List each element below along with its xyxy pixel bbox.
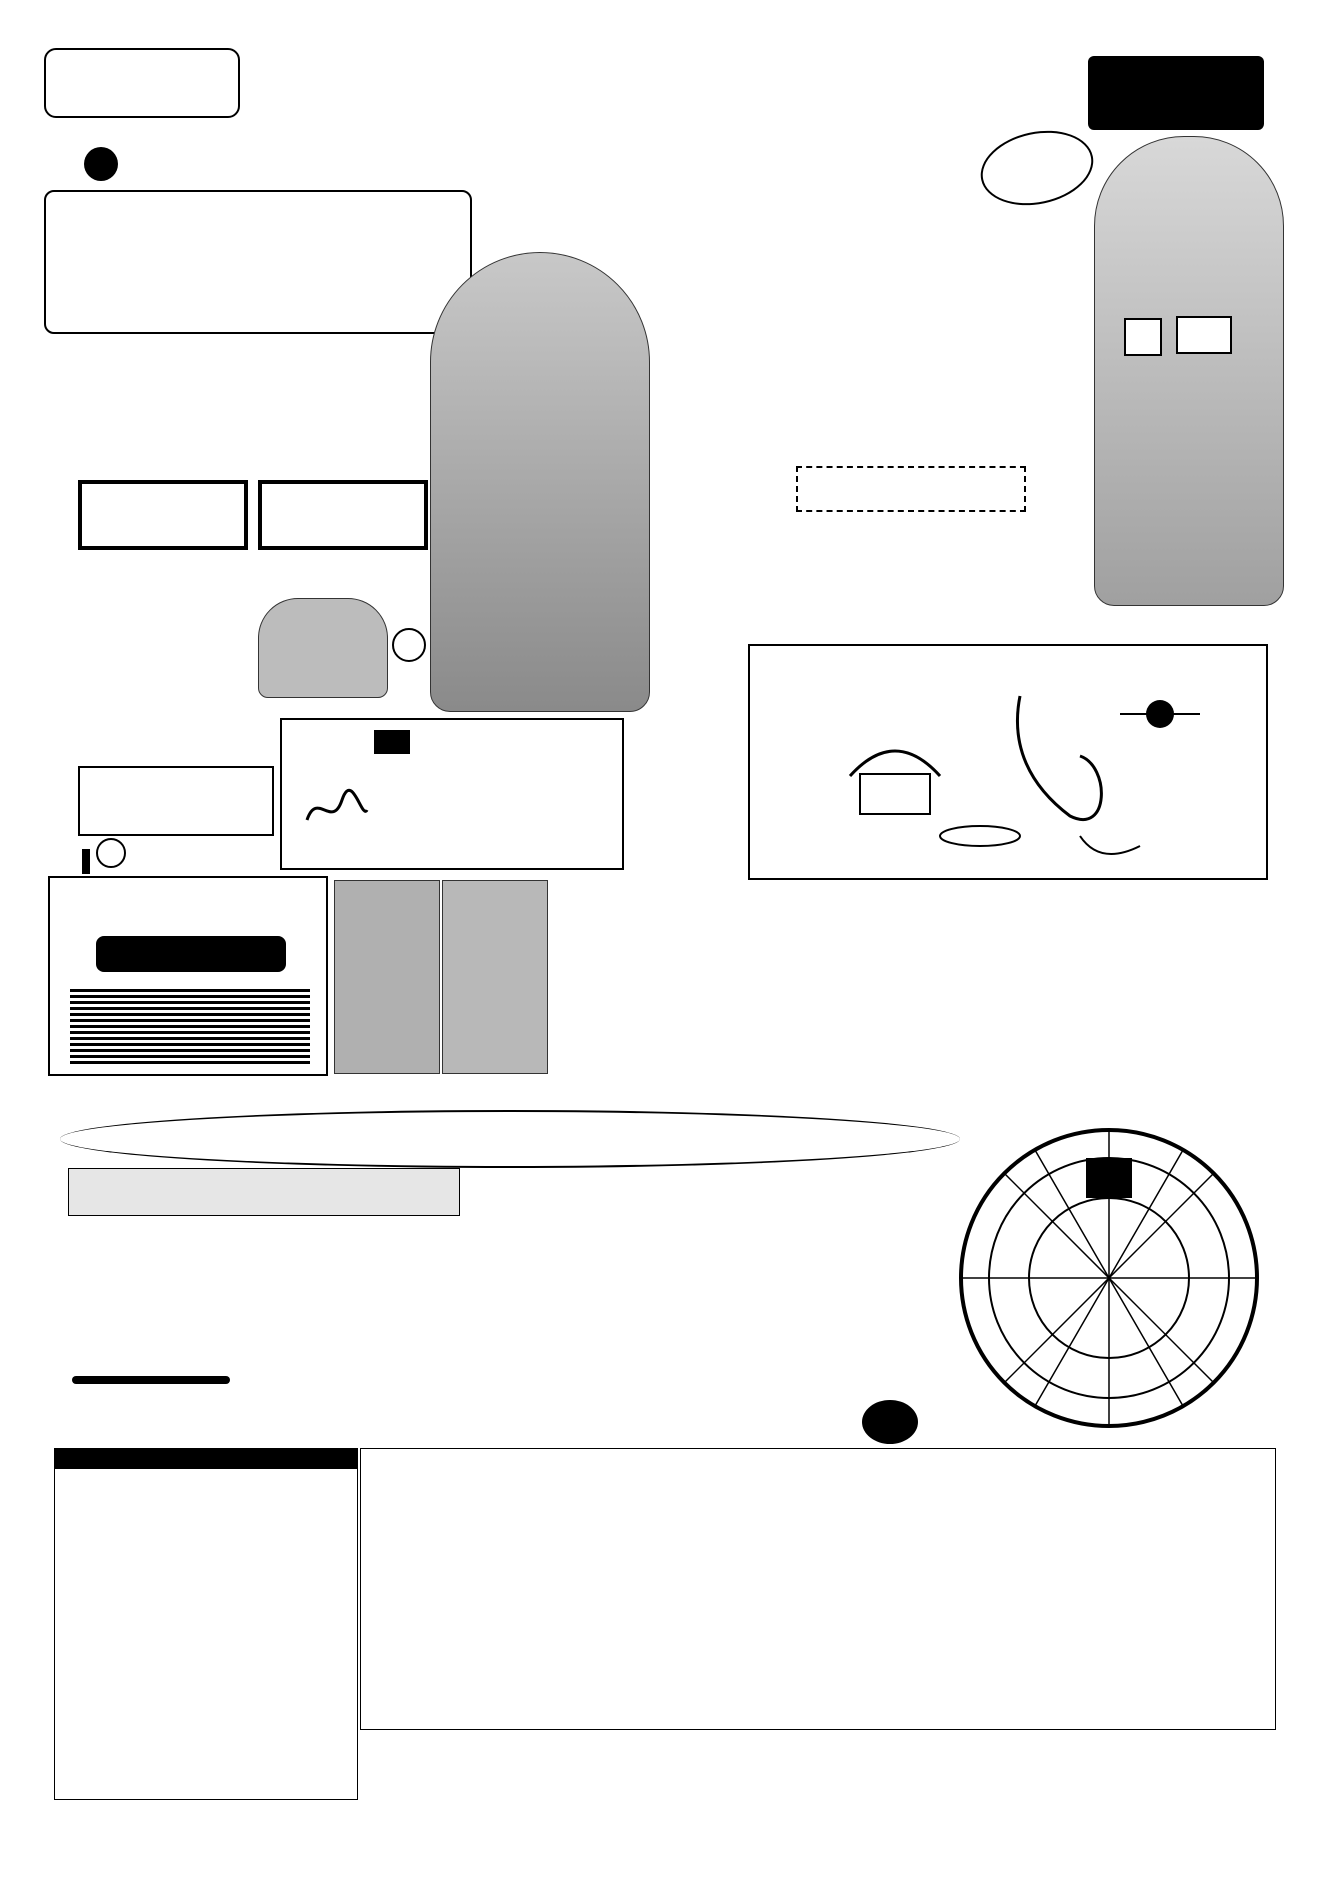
right-side-strip	[1304, 40, 1322, 1830]
mystic-sub	[68, 1168, 460, 1216]
lady-photo-center	[430, 252, 650, 712]
tip-special-ball	[84, 147, 118, 181]
dog-label	[392, 628, 426, 662]
poem-line	[190, 376, 198, 396]
zodiac-question	[862, 1400, 918, 1444]
dog-figure	[258, 598, 428, 708]
tarot-card-moon	[442, 880, 548, 1074]
mitu-provide	[392, 806, 408, 834]
big-label	[78, 480, 248, 550]
tarot-sub	[96, 936, 286, 972]
tarot-card-stars	[334, 880, 440, 1074]
mitu-poem	[376, 764, 382, 782]
tesong-line	[82, 838, 126, 874]
history-label	[72, 1376, 230, 1384]
tarot-title-box	[48, 876, 328, 1076]
top-strip	[0, 22, 1327, 44]
mystic-title-line	[60, 1110, 960, 1168]
tarot-sub-shadow	[70, 988, 310, 1064]
history-table-box	[54, 1448, 358, 1800]
odd-label	[258, 480, 428, 550]
mitu-scribble	[302, 780, 372, 840]
dot-grid	[360, 1448, 1276, 1730]
tip-row	[54, 146, 974, 186]
dog-image	[258, 598, 388, 698]
wang-line	[766, 306, 790, 331]
scene-drawing	[780, 666, 1250, 866]
left-side-strip	[4, 40, 22, 1830]
bib-right	[1176, 316, 1232, 354]
mitu-box	[280, 718, 624, 870]
history-header	[55, 1449, 357, 1469]
scene-box	[748, 644, 1268, 880]
tesong-label	[82, 849, 90, 874]
bottom-strip	[0, 1836, 1327, 1858]
benefit-note	[974, 121, 1100, 215]
broadcast-box	[796, 466, 1026, 512]
saying-line	[766, 346, 774, 367]
mitu-code-value	[374, 730, 410, 754]
special-line	[160, 404, 172, 429]
mitu-code	[374, 730, 410, 754]
tesong-value	[96, 838, 126, 868]
tegong-line	[58, 562, 118, 600]
code-line	[210, 342, 218, 366]
vertical-title	[648, 210, 758, 850]
bib-left	[1124, 318, 1162, 356]
promise-box	[44, 48, 240, 118]
zodiac-wheel	[946, 1128, 1272, 1428]
intro-box	[44, 190, 472, 334]
new-poem-box	[78, 766, 274, 836]
genuine-badge	[1088, 56, 1264, 130]
tema-line	[756, 376, 764, 406]
lady-photo-right	[1094, 136, 1284, 606]
